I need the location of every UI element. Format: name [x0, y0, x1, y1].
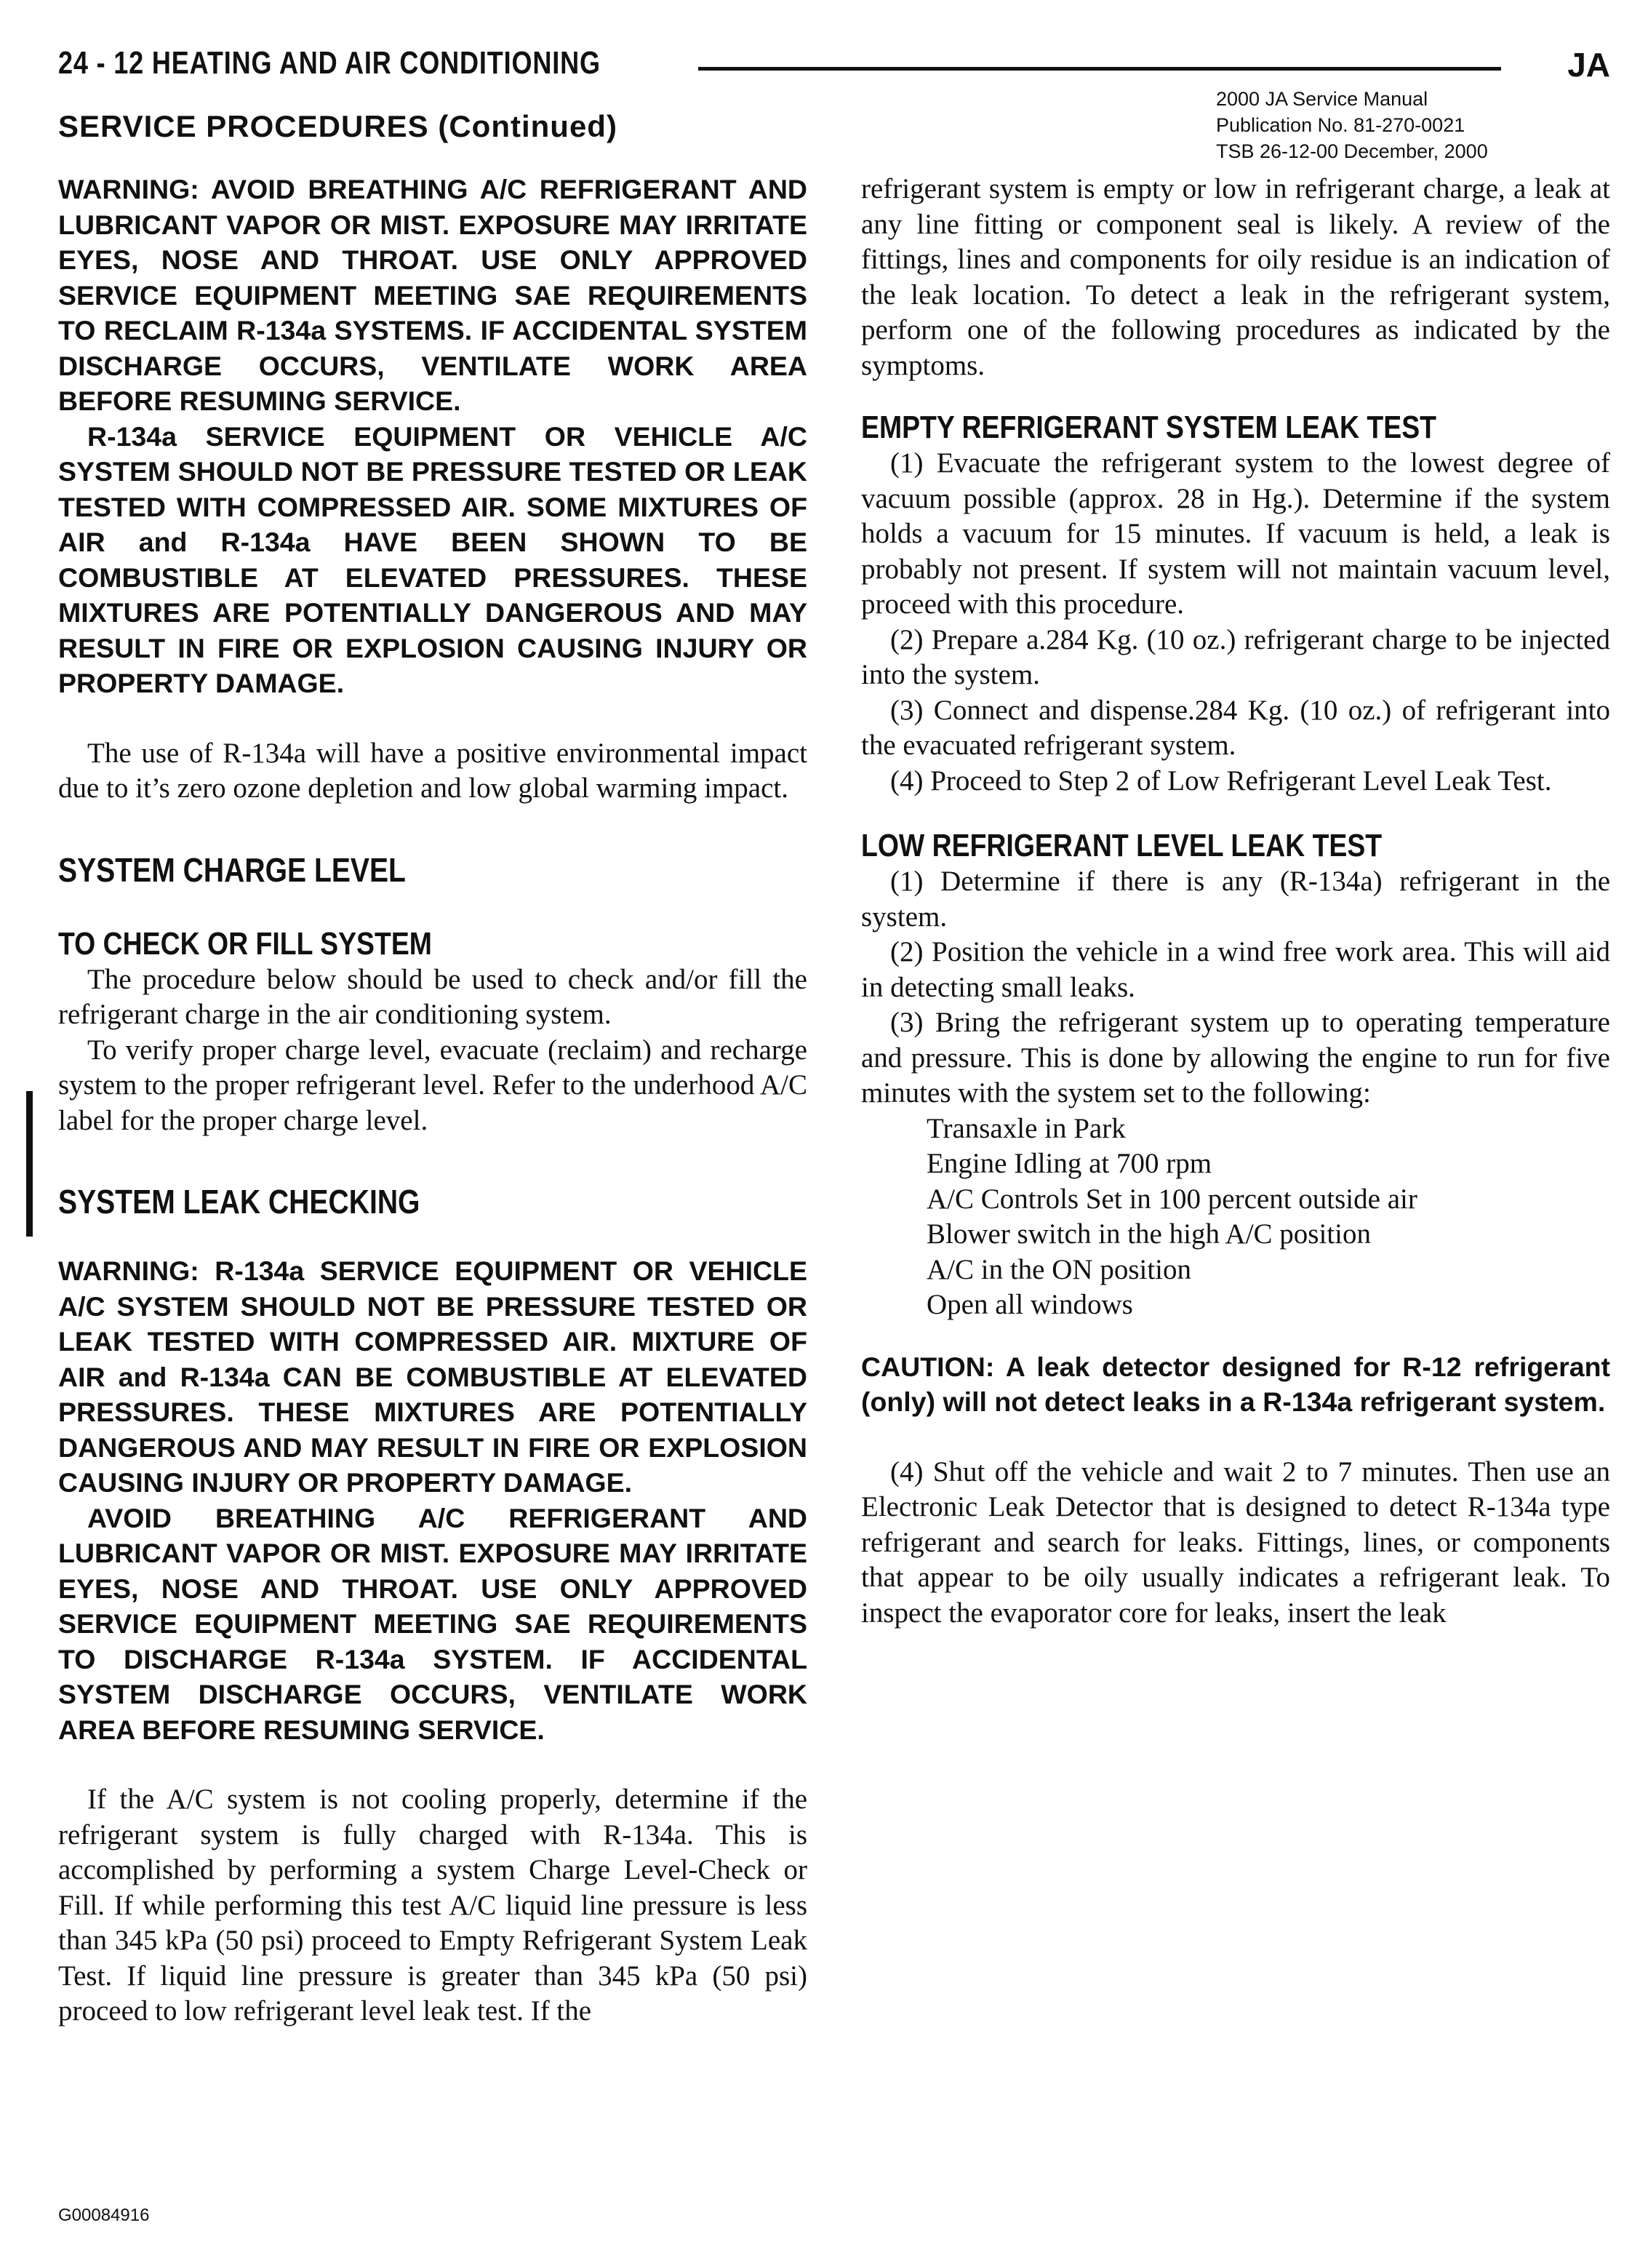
section-heading: SYSTEM LEAK CHECKING [58, 1183, 420, 1221]
procedure-step: (2) Position the vehicle in a wind free work area. This will aid in detecting small leaks. [861, 936, 1610, 1003]
procedure-step: (2) Prepare a.284 Kg. (10 oz.) refrigerant charge to be injected into the system. [861, 623, 1610, 690]
model-code: JA [1567, 46, 1610, 84]
settings-list-item: Open all windows [927, 1289, 1133, 1320]
procedure-step: (3) Bring the refrigerant system up to operating temperature and pressure. This is done by allowing the engine to run for five minutes with the system set to the following: [861, 1007, 1610, 1109]
procedure-step: (1) Evacuate the refrigerant system to the lowest degree of vacuum possible (approx. 28 in Hg.). Determine if the system holds a vacuum for 15 minutes. If vacuum is held, a leak is probably not present. If system will not maintain vacuum level, proceed with this procedure. [861, 447, 1610, 620]
header-rule [698, 67, 1501, 71]
left-column [58, 172, 807, 2029]
settings-list-item: Engine Idling at 700 rpm [927, 1148, 1212, 1179]
revision-change-bar [26, 1091, 33, 1237]
caution-paragraph: CAUTION: A leak detector designed for R-12 refrigerant (only) will not detect leaks in a R-134a refrigerant system. [861, 1351, 1610, 1417]
body-paragraph: The procedure below should be used to check and/or fill the refrigerant charge in the air conditioning system. [58, 963, 807, 1030]
settings-list [861, 1111, 1610, 1323]
procedure-step: (3) Connect and dispense.284 Kg. (10 oz.) of refrigerant into the evacuated refrigerant system. [861, 694, 1610, 761]
procedure-step: (1) Determine if there is any (R-134a) refrigerant in the system. [861, 866, 1610, 933]
page-header-title: 24 - 12 HEATING AND AIR CONDITIONING [58, 45, 601, 81]
right-column [861, 172, 1610, 1631]
publication-line: Publication No. 81-270-0021 [1216, 114, 1465, 136]
publication-info [1216, 86, 1488, 164]
procedure-step: (4) Proceed to Step 2 of Low Refrigerant Level Leak Test. [890, 764, 1552, 796]
procedure-step: (4) Shut off the vehicle and wait 2 to 7 minutes. Then use an Electronic Leak Detector that is designed to detect R-134a type refrigerant and search for leaks. Fittings, lines, or components that appear to be oily usually indicates a refrigerant leak. To inspect the evaporator core for leaks, insert the leak [861, 1456, 1610, 1629]
section-heading: LOW REFRIGERANT LEVEL LEAK TEST [861, 828, 1383, 863]
section-heading: SYSTEM CHARGE LEVEL [58, 850, 406, 889]
settings-list-item: A/C Controls Set in 100 percent outside air [927, 1183, 1417, 1215]
settings-list-item: Transaxle in Park [927, 1112, 1126, 1144]
settings-list-item: Blower switch in the high A/C position [927, 1218, 1371, 1250]
body-paragraph: To verify proper charge level, evacuate (reclaim) and recharge system to the proper refrigerant level. Refer to the underhood A/C label for the proper charge level. [58, 1034, 807, 1136]
warning-paragraph: AVOID BREATHING A/C REFRIGERANT AND LUBRICANT VAPOR OR MIST. EXPOSURE MAY IRRITATE EYES, NOSE AND THROAT. USE ONLY APPROVED SERVICE EQUIPMENT MEETING SAE REQUIREMENTS TO DISCHARGE R-134a SYSTEM. IF ACCIDENTAL SYSTEM DISCHARGE OCCURS, VENTILATE WORK AREA BEFORE RESUMING SERVICE. [58, 1502, 807, 1745]
body-paragraph: If the A/C system is not cooling properly, determine if the refrigerant system is fully charged with R-134a. This is accomplished by performing a system Charge Level-Check or Fill. If while performing this test A/C liquid line pressure is less than 345 kPa (50 psi) proceed to Empty Refrigerant System Leak Test. If liquid line pressure is greater than 345 kPa (50 psi) proceed to low refrigerant level leak test. If the [58, 1784, 807, 2027]
body-paragraph: refrigerant system is empty or low in refrigerant charge, a leak at any line fitting or component seal is likely. A review of the fittings, lines and components for oily residue is an indication of the leak location. To detect a leak in the refrigerant system, perform one of the following procedures as indicated by the symptoms. [861, 173, 1610, 381]
publication-line: TSB 26-12-00 December, 2000 [1216, 140, 1488, 162]
section-heading: EMPTY REFRIGERANT SYSTEM LEAK TEST [861, 410, 1437, 445]
body-paragraph: The use of R-134a will have a positive environmental impact due to it’s zero ozone depletion and low global warming impact. [58, 737, 807, 804]
page-header [58, 45, 1610, 89]
warning-paragraph: WARNING: R-134a SERVICE EQUIPMENT OR VEHICLE A/C SYSTEM SHOULD NOT BE PRESSURE TESTED OR LEAK TESTED WITH COMPRESSED AIR. MIXTURE OF AIR and R-134a CAN BE COMBUSTIBLE AT ELEVATED PRESSURES. THESE MIXTURES ARE POTENTIALLY DANGEROUS AND MAY RESULT IN FIRE OR EXPLOSION CAUSING INJURY OR PROPERTY DAMAGE. [58, 1255, 807, 1498]
subsection-heading: TO CHECK OR FILL SYSTEM [58, 925, 432, 962]
warning-paragraph: WARNING: AVOID BREATHING A/C REFRIGERANT AND LUBRICANT VAPOR OR MIST. EXPOSURE MAY IRRITATE EYES, NOSE AND THROAT. USE ONLY APPROVED SERVICE EQUIPMENT MEETING SAE REQUIREMENTS TO RECLAIM R-134a SYSTEMS. IF ACCIDENTAL SYSTEM DISCHARGE OCCURS, VENTILATE WORK AREA BEFORE RESUMING SERVICE. [58, 174, 807, 416]
section-title: SERVICE PROCEDURES (Continued) [58, 109, 617, 143]
settings-list-item: A/C in the ON position [927, 1253, 1192, 1285]
publication-line: 2000 JA Service Manual [1216, 88, 1428, 110]
footer-code: G00084916 [58, 2205, 150, 2225]
warning-paragraph: R-134a SERVICE EQUIPMENT OR VEHICLE A/C SYSTEM SHOULD NOT BE PRESSURE TESTED OR LEAK TESTED WITH COMPRESSED AIR. SOME MIXTURES OF AIR and R-134a HAVE BEEN SHOWN TO BE COMBUSTIBLE AT ELEVATED PRESSURES. THESE MIXTURES ARE POTENTIALLY DANGEROUS AND MAY RESULT IN FIRE OR EXPLOSION CAUSING INJURY OR PROPERTY DAMAGE. [58, 420, 807, 698]
